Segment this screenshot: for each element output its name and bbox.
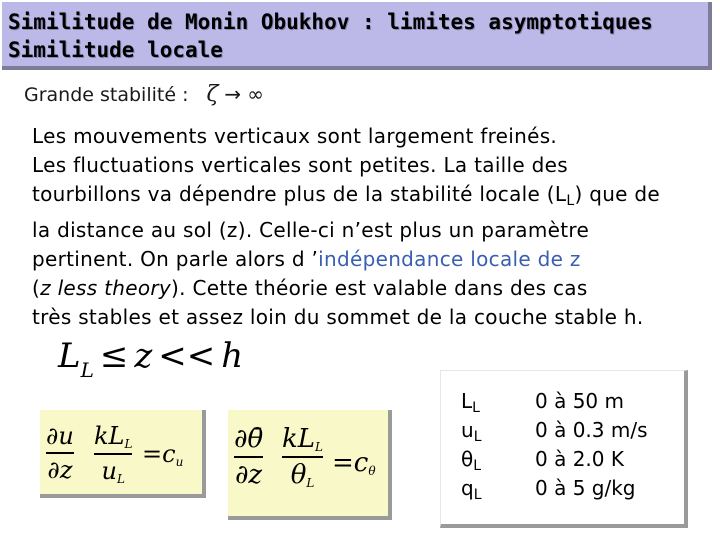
zeta-symbol: ζ [206,82,219,107]
kl-numerator [94,422,132,451]
range-row [461,476,636,503]
slide-title: Similitude de Monin Obukhov : limites asymptotiques [8,10,653,34]
range-variable-symbol: q [461,476,474,500]
range-variable [461,418,535,445]
fraction-bar [234,456,263,458]
u-denominator [94,457,132,486]
kl-numerator [282,424,323,454]
range-variable-symbol: L [461,389,473,413]
stability-label: Grande stabilité : [24,84,189,106]
range-variable-subscript: L [473,487,482,503]
paragraph-line-3 [32,180,712,216]
paragraph-line-1: Les mouvements verticaux sont largement freinés. [32,124,558,148]
title-bar [2,2,712,70]
c-subscript: θ [368,464,376,478]
kl-subscript: L [124,437,133,451]
range-value: 0 à 50 m [535,389,624,413]
fraction-bar [282,456,323,458]
z-less-theory-term: z less theory [40,276,172,300]
paragraph-line-6b: ). Cette théorie est valable dans des cas [171,276,588,300]
kl-text: kL [94,422,125,450]
local-independence-highlight: indépendance locale de z [318,247,581,271]
c-subscript: u [175,455,184,469]
paragraph-line-4: la distance au sol (z). Celle-ci n’est plus un paramètre [32,218,590,242]
slide-subtitle: Similitude locale [8,38,223,62]
range-variable-subscript: L [473,458,482,474]
paragraph-line-6 [32,274,712,303]
kl-text: kL [282,424,316,454]
range-variable-subscript: L [472,400,480,416]
c-text: c [353,448,369,478]
kl-subscript: L [315,440,323,454]
range-row [461,389,624,416]
du-numerator: ∂u [46,422,74,450]
paragraph-line-5 [32,245,712,274]
range-variable [461,476,535,503]
kl-theta-fraction [282,424,323,490]
equals-sign: = [332,448,354,478]
range-value: 0 à 2.0 K [535,447,624,471]
leq-symbol: ≤ [99,336,129,376]
theta-subscript: L [306,475,315,490]
dtheta-dz-fraction [234,424,263,490]
velocity-gradient-formula-box [40,410,206,498]
paragraph-line-6a: ( [32,276,41,300]
range-row [461,418,648,445]
formula-L-subscript: L [80,358,94,382]
du-dz-fraction [46,422,74,484]
ctheta-equation [332,448,376,478]
formula-h: h [221,336,244,376]
paragraph-line-5a: pertinent. On parle alors d ’ [32,247,319,271]
paragraph-line-3-subscript: L [566,193,575,209]
c-text: c [162,440,176,468]
infinity-symbol: ∞ [247,82,264,106]
u-subscript: L [116,471,125,486]
paragraph-line-2: Les fluctuations verticales sont petites. La taille des [32,153,568,177]
formula-z: z [134,336,153,376]
range-variable [461,447,535,474]
paragraph [32,122,712,332]
dz-denominator: ∂z [47,455,73,484]
arrow-symbol: → [224,82,242,106]
range-variable [461,389,535,416]
dz-denominator: ∂z [234,459,263,490]
equals-sign: = [142,440,163,468]
u-text: u [101,456,117,485]
stability-heading [24,82,264,107]
fraction-bar [46,452,74,454]
theta-text: θ [290,459,307,490]
fraction-bar [94,453,132,455]
scale-ranges-box [440,370,688,528]
temperature-gradient-formula-box [228,410,392,520]
range-row [461,447,624,474]
cu-equation [142,440,183,469]
theta-denominator [282,460,323,490]
paragraph-line-7: très stables et assez loin du sommet de la couche stable h. [32,305,644,329]
range-value: 0 à 0.3 m/s [535,418,648,442]
kl-u-fraction [94,422,132,486]
formula-L: L [58,336,81,376]
range-variable-symbol: u [461,418,474,442]
paragraph-line-3a: tourbillons va dépendre plus de la stabilité locale (L [32,182,567,206]
much-less-symbol: << [158,336,216,376]
paragraph-line-3b: ) que de [574,182,661,206]
main-inequality [58,336,243,382]
dtheta-numerator: ∂θ̄ [234,424,264,454]
range-variable-symbol: θ [461,447,474,471]
range-variable-subscript: L [473,429,482,445]
range-value: 0 à 5 g/kg [535,476,636,500]
